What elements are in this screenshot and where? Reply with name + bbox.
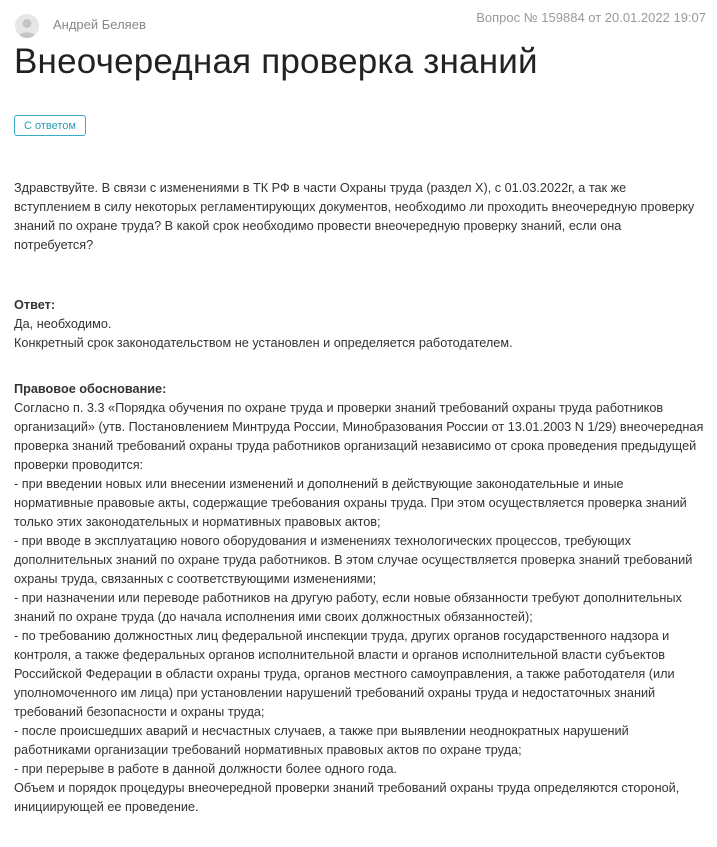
basis-paragraph: - по требованию должностных лиц федеральной инспекции труда, других органов государственного надзора и контроля, а также федеральных органов исполнительной власти и органов исполнительной власти субъектов Российской Федерации в области охраны труда, органов местного самоуправления, а также работодателя (или уполномоченного им лица) при установлении нарушений требований охраны труда и недостаточных знаний требований безопасности и охраны труда; (14, 629, 675, 719)
user-icon (15, 14, 39, 38)
basis-paragraph: - при вводе в эксплуатацию нового оборудования и изменениях технологических процессов, требующих дополнительных знаний по охране труда работников. В этом случае осуществляется проверка знаний требований охраны труда, связанных с соответствующими изменениями; (14, 534, 693, 586)
legal-basis-label: Правовое обоснование: (14, 382, 167, 396)
author-name[interactable]: Андрей Беляев (53, 17, 146, 32)
basis-paragraph: - при введении новых или внесении изменений и дополнений в действующие законодательные и иные нормативные правовые акты, содержащие требования охраны труда. При этом осуществляется проверка знаний только этих законодательных и нормативных правовых актов; (14, 477, 687, 529)
answer-line: Конкретный срок законодательством не установлен и определяется работодателем. (14, 336, 513, 350)
avatar (15, 14, 39, 38)
question-meta: Вопрос № 159884 от 20.01.2022 19:07 (476, 10, 706, 25)
status-badge[interactable]: С ответом (14, 115, 86, 136)
page-title: Внеочередная проверка знаний (14, 42, 538, 81)
basis-paragraph: Согласно п. 3.3 «Порядка обучения по охране труда и проверки знаний требований охраны труда работников организаций» (утв. Постановлением Минтруда России, Минобразования России от 13.01.2003 N 1/29) внеочередная проверка знаний требований охраны труда работников организаций независимо от срока проведения предыдущей проверки проводится: (14, 401, 704, 472)
basis-paragraph: - после происшедших аварий и несчастных случаев, а также при выявлении неоднократных нарушений работниками организации требований нормативных правовых актов по охране труда; (14, 724, 629, 757)
answer-label: Ответ: (14, 298, 56, 312)
basis-paragraph: - при назначении или переводе работников на другую работу, если новые обязанности требуют дополнительных знаний по охране труда (до начала исполнения ими своих должностных обязанностей); (14, 591, 682, 624)
question-text: Здравствуйте. В связи с изменениями в ТК РФ в части Охраны труда (раздел X), с 01.03.2022г, а так же вступлением в силу некоторых регламентирующих документов, необходимо ли проходить внеочередную проверку знаний по охране труда? В какой срок необходимо провести внеочередную проверку знаний, если она потребуется? (14, 181, 695, 252)
answer-line: Да, необходимо. (14, 317, 112, 331)
basis-paragraph: - при перерыве в работе в данной должности более одного года. (14, 762, 398, 776)
answer-section (14, 296, 704, 353)
basis-paragraph: Объем и порядок процедуры внеочередной проверки знаний требований охраны труда определяются стороной, инициирующей ее проведение. (14, 781, 680, 814)
legal-basis-section (14, 380, 704, 817)
